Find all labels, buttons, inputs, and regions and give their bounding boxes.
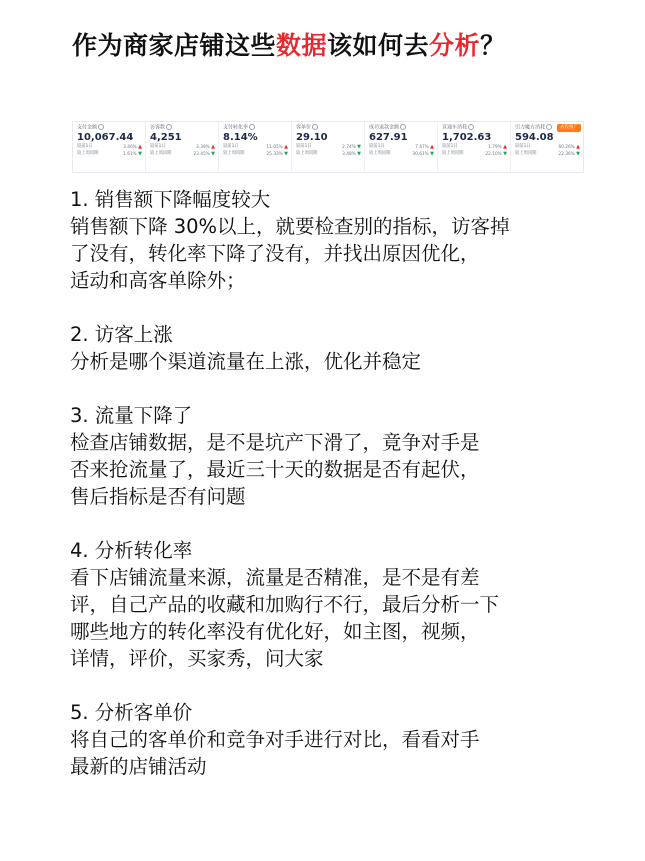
section-body-line: 看下店铺流量来源，流量是否精准，是不是有差 <box>70 566 480 589</box>
arrow-down-icon: ▼ <box>138 151 142 157</box>
metric-compare-week: 较上周同期 22.10% ▼ <box>442 151 507 157</box>
metric-label: 支付金额 <box>77 124 142 131</box>
metric-label: 引力魔方消耗 <box>515 124 580 131</box>
title-highlight-analysis: 分析 <box>429 31 481 60</box>
section-title: 5. 分析客单价 <box>70 701 193 724</box>
promote-button[interactable]: 去投推广 <box>557 124 581 132</box>
metric-compare-week: 较上周同期 23.45% ▼ <box>150 151 215 157</box>
section-body-line: 分析是哪个渠道流量在上涨，优化并稳定 <box>70 350 422 373</box>
metric-compare-day: 较前1日 2.74% ▼ <box>296 144 361 150</box>
arrow-up-icon: ▲ <box>503 144 507 150</box>
metric-compare-day: 较前1日 1.79% ▲ <box>442 144 507 150</box>
section-4 <box>70 537 590 672</box>
metric-card <box>146 122 219 172</box>
metric-compare-week: 较上周同期 30.61% ▼ <box>369 151 434 157</box>
metric-value: 4,251 <box>150 132 182 143</box>
arrow-up-icon: ▲ <box>284 144 288 150</box>
metric-value: 10,067.44 <box>77 132 134 143</box>
metric-card <box>73 122 146 172</box>
section-5 <box>70 699 590 780</box>
section-title: 3. 流量下降了 <box>70 404 193 427</box>
metric-value: 627.91 <box>369 132 408 143</box>
metric-compare-day: 较前1日 11.05% ▲ <box>223 144 288 150</box>
metric-compare-day: 较前1日 3.39% ▲ <box>150 144 215 150</box>
section-title: 1. 销售额下降幅度较大 <box>70 188 271 211</box>
metric-value: 1,702.63 <box>442 132 492 143</box>
metric-card <box>219 122 292 172</box>
section-body-line: 售后指标是否有问题 <box>70 485 246 508</box>
metric-card <box>511 122 583 172</box>
help-icon <box>98 124 104 130</box>
arrow-down-icon: ▼ <box>284 151 288 157</box>
metric-compare-day: 较前1日 60.26% ▲ <box>515 144 580 150</box>
arrow-down-icon: ▼ <box>576 151 580 157</box>
arrow-up-icon: ▲ <box>576 144 580 150</box>
help-icon <box>546 124 552 130</box>
section-1 <box>70 186 590 294</box>
help-icon <box>312 124 318 130</box>
metric-label: 直通车消耗 <box>442 124 507 131</box>
title-part1: 作为商家店铺这些 <box>72 31 277 60</box>
help-icon <box>166 124 172 130</box>
section-2 <box>70 321 590 375</box>
metric-value: 8.14% <box>223 132 258 143</box>
arrow-down-icon: ▼ <box>430 151 434 157</box>
title-highlight-data: 数据 <box>276 31 328 60</box>
arrow-down-icon: ▼ <box>357 151 361 157</box>
article-content <box>70 186 590 807</box>
help-icon <box>249 124 255 130</box>
section-body-line: 哪些地方的转化率没有优化好，如主图，视频， <box>70 620 480 643</box>
metric-card <box>292 122 365 172</box>
title-part3: ？ <box>480 31 506 60</box>
section-body-line: 最新的店铺活动 <box>70 755 207 778</box>
title-part2: 该如何去 <box>327 31 430 60</box>
arrow-down-icon: ▼ <box>211 151 215 157</box>
metric-compare-week: 较上周同期 1.61% ▼ <box>77 151 142 157</box>
metrics-panel <box>72 121 584 173</box>
section-body-line: 适动和高客单除外； <box>70 269 246 292</box>
help-icon <box>400 124 406 130</box>
metric-value: 594.08 <box>515 132 554 143</box>
section-body-line: 将自己的客单价和竞争对手进行对比，看看对手 <box>70 728 480 751</box>
metric-label: 成功退款金额 <box>369 124 434 131</box>
metric-compare-week: 较上周同期 3.48% ▼ <box>296 151 361 157</box>
arrow-up-icon: ▲ <box>211 144 215 150</box>
arrow-down-icon: ▼ <box>503 151 507 157</box>
metric-value: 29.10 <box>296 132 328 143</box>
arrow-up-icon: ▲ <box>430 144 434 150</box>
metric-compare-week: 较上周同期 22.36% ▼ <box>515 151 580 157</box>
arrow-up-icon: ▲ <box>138 144 142 150</box>
metric-label: 客单价 <box>296 124 361 131</box>
metric-label: 访客数 <box>150 124 215 131</box>
section-body-line: 否来抢流量了，最近三十天的数据是否有起伏， <box>70 458 480 481</box>
section-title: 4. 分析转化率 <box>70 539 193 562</box>
section-title: 2. 访客上涨 <box>70 323 173 346</box>
metric-compare-week: 较上周同期 25.33% ▼ <box>223 151 288 157</box>
help-icon <box>468 124 474 130</box>
metric-compare-day: 较前1日 7.47% ▲ <box>369 144 434 150</box>
section-body-line: 了没有，转化率下降了没有，并找出原因优化， <box>70 242 480 265</box>
metric-card <box>438 122 511 172</box>
metric-card <box>365 122 438 172</box>
metric-compare-day: 较前1日 3.46% ▲ <box>77 144 142 150</box>
arrow-down-icon: ▼ <box>357 144 361 150</box>
section-body-line: 检查店铺数据，是不是坑产下滑了，竟争对手是 <box>70 431 480 454</box>
section-body-line: 销售额下降 30%以上，就要检查别的指标，访客掉 <box>70 215 510 238</box>
page-title <box>72 26 506 62</box>
metric-label: 支付转化率 <box>223 124 288 131</box>
section-body-line: 详情，评价，买家秀，问大家 <box>70 647 324 670</box>
section-3 <box>70 402 590 510</box>
section-body-line: 评，自己产品的收藏和加购行不行，最后分析一下 <box>70 593 500 616</box>
